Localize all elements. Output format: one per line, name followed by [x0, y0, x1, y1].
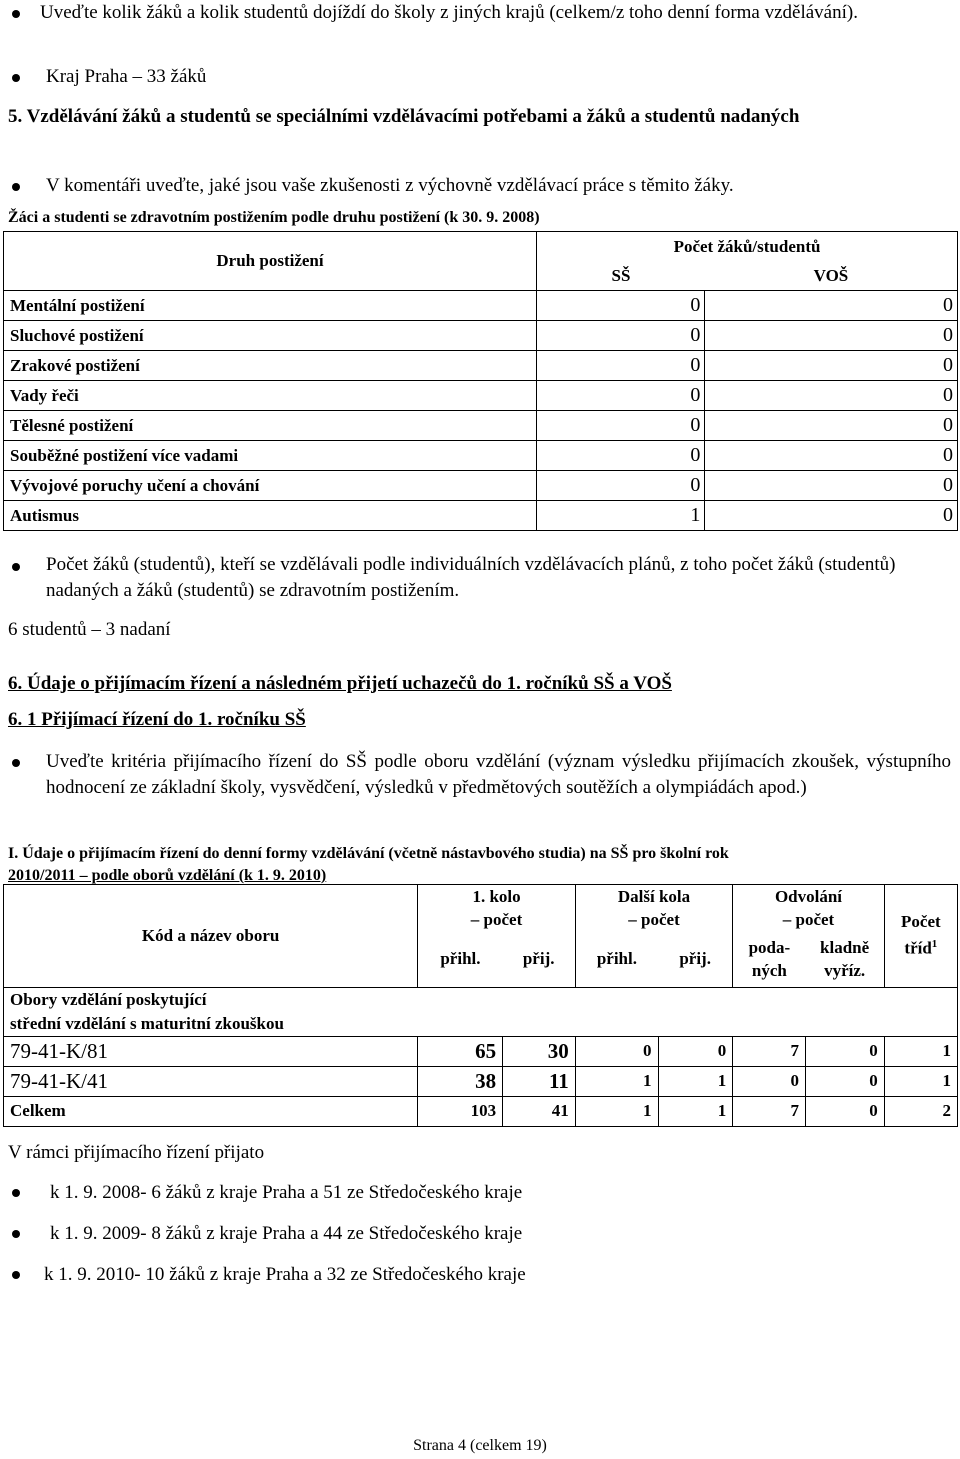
group-label: Obory vzdělání poskytující střední vzdělání s maturitní zkouškou: [4, 987, 418, 1036]
h-podanych: poda- ných: [733, 931, 806, 987]
h-prihl: přihl.: [418, 931, 503, 987]
table-row: Celkem 103 41 1 1 7 0 2: [4, 1096, 958, 1126]
h-prij: přij.: [503, 931, 576, 987]
h-appeal: Odvolání – počet: [733, 885, 884, 932]
section6-heading: 6. Údaje o přijímacím řízení a následném přijetí uchazečů do 1. ročníků SŠ a VOŠ: [8, 673, 672, 694]
individual-plans-text: Počet žáků (studentů), kteří se vzdělávali podle individuálních vzdělávacích plánů, z toho počet žáků (studentů) nadaných a žáků (studentů) se zdravotním postižením.: [46, 554, 896, 601]
section5-prompt: V komentáři uveďte, jaké jsou vaše zkušenosti z výchovně vzdělávací práce s těmito žáky.: [46, 175, 734, 196]
intro-question: Uveďte kolik žáků a kolik studentů dojíždí do školy z jiných krajů (celkem/z toho denní forma vzdělávání).: [40, 2, 858, 23]
col-ss-header: SŠ: [537, 261, 705, 291]
caption-line-1: I. Údaje o přijímacím řízení do denní formy vzdělávání (včetně nástavbového studia) na SŠ pro školní rok: [8, 845, 729, 862]
students-note: 6 studentů – 3 nadaní: [8, 619, 171, 640]
h-classes: Počet tříd$^1$: [884, 885, 957, 988]
table-row: Souběžné postižení více vadami 0 0: [4, 441, 958, 471]
bullet: [12, 1230, 20, 1238]
table-row: Tělesné postižení 0 0: [4, 411, 958, 441]
table-row: Vývojové poruchy učení a chování 0 0: [4, 471, 958, 501]
admission-table-caption: [8, 843, 953, 887]
criteria-text: Uveďte kritéria přijímacího řízení do SŠ podle oboru vzdělání (význam výsledku přijímacích zkoušek, výstupního hodnocení ze základní školy, vysvědčení, výsledků v předmětových soutěžích a olympiádách apod.): [46, 751, 951, 798]
accepted-2008: k 1. 9. 2008- 6 žáků z kraje Praha a 51 ze Středočeského kraje: [50, 1182, 523, 1203]
col-vos-header: VOŠ: [705, 261, 958, 291]
table-row: 79-41-K/41 38 11 1 1 0 0 1: [4, 1066, 958, 1096]
h-prihl2: přihl.: [575, 931, 658, 987]
table-row: Mentální postižení 0 0: [4, 291, 958, 321]
col-type-header: Druh postižení: [4, 232, 537, 291]
h-round1: 1. kolo – počet: [418, 885, 575, 932]
table-row: 79-41-K/81 65 30 0 0 7 0 1: [4, 1036, 958, 1066]
h-kladne: kladně vyříz.: [805, 931, 884, 987]
accepted-2009: k 1. 9. 2009- 8 žáků z kraje Praha a 44 ze Středočeského kraje: [50, 1223, 523, 1244]
h-next: Další kola – počet: [575, 885, 732, 932]
table-row: Vady řeči 0 0: [4, 381, 958, 411]
h-prij2: přij.: [658, 931, 733, 987]
admission-table: [3, 884, 958, 1127]
accepted-title: V rámci přijímacího řízení přijato: [8, 1142, 265, 1163]
bullet: [12, 183, 20, 191]
section5-heading: 5. Vzdělávání žáků a studentů se speciálními vzdělávacími potřebami a žáků a studentů nadaných: [8, 106, 800, 127]
intro-kraj: Kraj Praha – 33 žáků: [46, 66, 207, 87]
col-count-header: Počet žáků/studentů: [537, 232, 958, 262]
disability-table: [3, 231, 958, 531]
table-row: Autismus 1 0: [4, 501, 958, 531]
bullet: [12, 563, 20, 571]
table-row: Zrakové postižení 0 0: [4, 351, 958, 381]
bullet: [12, 759, 20, 767]
caption-line-2: 2010/2011 – podle oborů vzdělání (k 1. 9. 2010): [8, 867, 327, 884]
accepted-2010: k 1. 9. 2010- 10 žáků z kraje Praha a 32 ze Středočeského kraje: [44, 1264, 526, 1285]
bullet: [12, 74, 20, 82]
page-footer: Strana 4 (celkem 19): [413, 1437, 547, 1454]
bullet: [12, 10, 20, 18]
bullet: [12, 1189, 20, 1197]
h-code: Kód a název oboru: [4, 885, 418, 988]
section6-subheading: 6. 1 Přijímací řízení do 1. ročníku SŠ: [8, 709, 306, 730]
bullet: [12, 1271, 20, 1279]
table-row: Sluchové postižení 0 0: [4, 321, 958, 351]
disability-table-caption: Žáci a studenti se zdravotním postižením podle druhu postižení (k 30. 9. 2008): [8, 209, 540, 226]
